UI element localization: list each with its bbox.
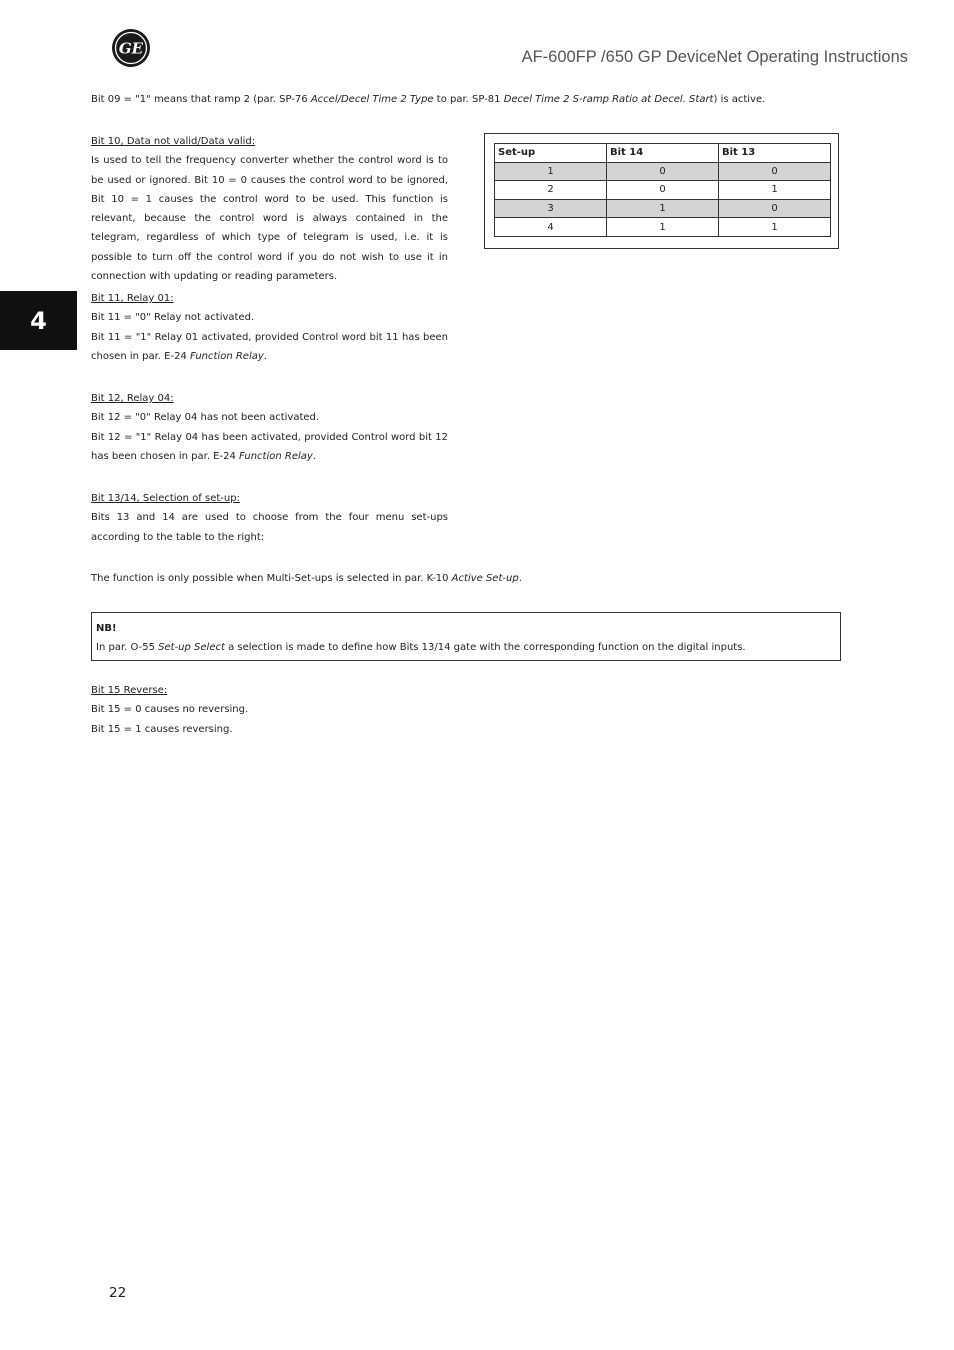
table-row: [495, 199, 831, 218]
nb-text-2: a selection is made to define how Bits 13/14 gate with the corresponding function on the digital inputs.: [224, 642, 746, 653]
table-row: [495, 181, 831, 200]
bit11-line-2: [91, 328, 448, 367]
bit15-line-1: Bit 15 = 0 causes no reversing.: [91, 704, 249, 716]
bit1314-heading: Bit 13/14, Selection of set-up:: [91, 493, 240, 504]
bit11-param: Function Relay: [189, 350, 264, 362]
bit10-section: [91, 132, 448, 286]
bit15-section: [91, 681, 448, 739]
bit10-heading: Bit 10, Data not valid/Data valid:: [91, 136, 256, 147]
chapter-tab: 4: [0, 291, 77, 350]
table-header-row: [495, 144, 831, 163]
ge-logo: [111, 28, 151, 68]
table-cell: 1: [719, 181, 831, 200]
bit1314-section: [91, 489, 448, 547]
table-cell: 0: [719, 199, 831, 218]
column-header-bit13: Bit 13: [719, 144, 831, 163]
bit15-heading: Bit 15 Reverse:: [91, 685, 168, 696]
column-header-setup: Set-up: [495, 144, 607, 163]
bit1314-body: Bits 13 and 14 are used to choose from the four menu set-ups according to the table to the right:: [91, 512, 448, 543]
table-cell: 1: [495, 162, 607, 181]
function-note-param: Active Set-up: [451, 573, 519, 584]
column-header-bit14: Bit 14: [607, 144, 719, 163]
bit12-line-1: Bit 12 = "0" Relay 04 has not been activated.: [91, 412, 320, 424]
setup-table-box: [484, 133, 839, 249]
bit11-line-2-end: .: [263, 350, 267, 362]
bit09-text-1: Bit 09 = "1" means that ramp 2 (par. SP-76: [91, 94, 311, 105]
table-cell: 0: [607, 181, 719, 200]
table-cell: 1: [607, 218, 719, 237]
nb-text-1: In par. O-55: [96, 642, 159, 653]
bit10-body: Is used to tell the frequency converter whether the control word is to be used or ignored. Bit 10 = 0 causes the control word to be ignored, Bit 10 = 1 causes the control word to be used. This function is relevant, because the control word is always contained in the telegram, regardless of which type of telegram is used, i.e. it is possible to turn off the control word if you do not wish to use it in connection with updating or reading parameters.: [91, 155, 448, 283]
table-cell: 0: [719, 162, 831, 181]
bit11-heading: Bit 11, Relay 01:: [91, 293, 174, 304]
bit12-line-2: [91, 428, 448, 467]
page-number: 22: [109, 1285, 127, 1301]
bit15-line-2: Bit 15 = 1 causes reversing.: [91, 723, 233, 735]
table-row: [495, 162, 831, 181]
function-note-end: .: [518, 573, 522, 584]
table-cell: 1: [719, 218, 831, 237]
table-cell: 1: [607, 199, 719, 218]
nb-param: Set-up Select: [158, 642, 225, 653]
table-cell: 4: [495, 218, 607, 237]
bit12-line-2-end: .: [312, 450, 316, 462]
nb-label: NB!: [96, 623, 117, 634]
table-row: [495, 218, 831, 237]
table-cell: 0: [607, 162, 719, 181]
function-note-text: The function is only possible when Multi-Set-ups is selected in par. K-10: [91, 573, 452, 584]
document-title: AF-600FP /650 GP DeviceNet Operating Instructions: [521, 48, 908, 66]
function-note: [91, 569, 851, 588]
nb-note-box: [91, 612, 841, 661]
bit09-param-2: Decel Time 2 S-ramp Ratio at Decel. Start: [503, 94, 714, 105]
bit12-line-2-text: Bit 12 = "1" Relay 04 has been activated, provided Control word bit 12 has been chosen in par. E-24: [91, 431, 448, 462]
bit09-text-2: to par. SP-81: [433, 94, 504, 105]
bit11-line-1: Bit 11 = "0" Relay not activated.: [91, 312, 255, 324]
setup-table: [494, 143, 831, 237]
bit09-param-1: Accel/Decel Time 2 Type: [310, 94, 434, 105]
bit09-paragraph: [91, 90, 851, 109]
bit12-param: Function Relay: [239, 450, 313, 462]
bit11-section: [91, 289, 448, 366]
nb-text: [96, 638, 836, 657]
bit12-section: [91, 389, 448, 466]
ge-logo-text: GE: [118, 39, 144, 58]
bit09-text-3: ) is active.: [713, 94, 766, 105]
bit11-line-2-text: Bit 11 = "1" Relay 01 activated, provided Control word bit 11 has been chosen in par. E-24: [91, 331, 448, 362]
table-cell: 3: [495, 199, 607, 218]
bit12-heading: Bit 12, Relay 04:: [91, 393, 174, 404]
table-cell: 2: [495, 181, 607, 200]
